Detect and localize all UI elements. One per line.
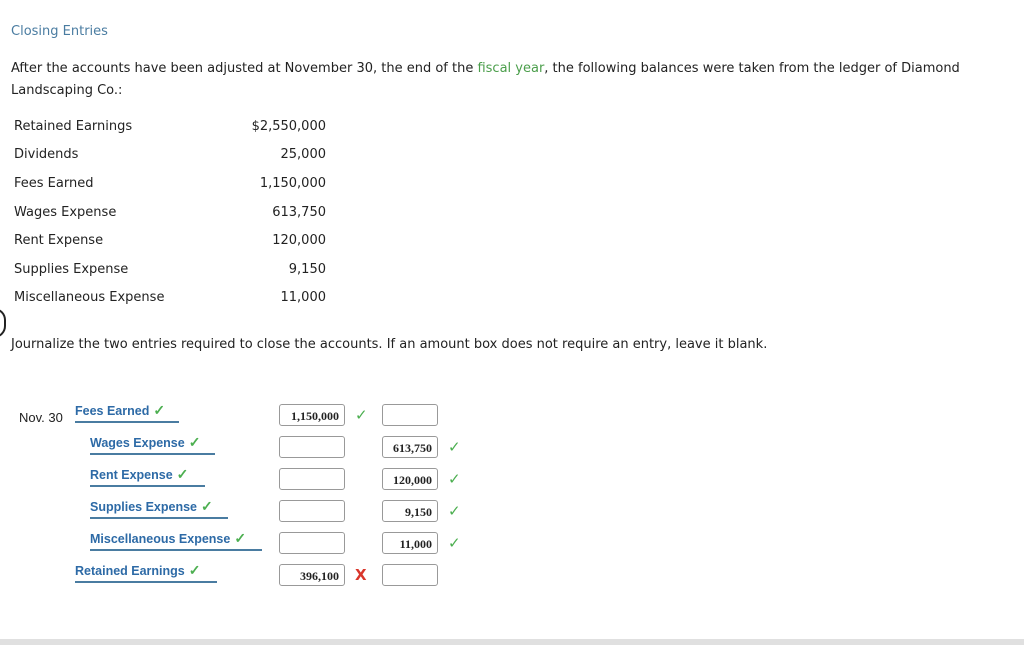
entry-date: Nov. 30 [19, 410, 63, 425]
credit-amount-input[interactable]: 11,000 [382, 532, 438, 554]
credit-amount-input[interactable]: 120,000 [382, 468, 438, 490]
account-label: Fees Earned [75, 404, 150, 418]
check-icon: ✓ [176, 466, 189, 482]
account-label: Wages Expense [90, 436, 185, 450]
left-edge-marker [0, 308, 6, 338]
credit-amount-input[interactable]: 613,750 [382, 436, 438, 458]
balance-row [14, 141, 326, 170]
problem-intro [11, 58, 971, 102]
balance-account: Dividends [14, 147, 79, 163]
balance-row [14, 198, 326, 227]
account-select-retained-earnings[interactable] [75, 562, 217, 583]
debit-amount-input[interactable]: 396,100 [279, 564, 345, 586]
account-select-miscellaneous-expense[interactable] [90, 530, 262, 551]
check-icon: ✓ [188, 434, 201, 450]
check-icon: ✓ [448, 438, 461, 456]
debit-amount-input[interactable] [279, 532, 345, 554]
balance-account: Rent Expense [14, 233, 104, 249]
balance-amount: 613,750 [272, 204, 326, 220]
journal-entry-form [0, 400, 600, 600]
credit-amount-input[interactable] [382, 404, 438, 426]
debit-amount-input[interactable] [279, 500, 345, 522]
ledger-balances [14, 112, 326, 312]
journal-row [0, 528, 600, 560]
balance-amount: 11,000 [280, 290, 326, 306]
balance-amount: 1,150,000 [259, 175, 326, 191]
account-select-supplies-expense[interactable] [90, 498, 228, 519]
account-select-fees-earned[interactable] [75, 402, 179, 423]
check-icon: ✓ [448, 502, 461, 520]
balance-row [14, 255, 326, 284]
check-icon: ✓ [355, 406, 368, 424]
check-icon: ✓ [448, 470, 461, 488]
journal-row [0, 432, 600, 464]
balance-row [14, 169, 326, 198]
balance-amount: 9,150 [288, 261, 326, 277]
instructions: Journalize the two entries required to close the accounts. If an amount box does not require an entry, leave it blank. [11, 337, 768, 352]
journal-row [0, 496, 600, 528]
credit-amount-input[interactable] [382, 564, 438, 586]
incorrect-x-icon: X [355, 566, 367, 584]
balance-row [14, 284, 326, 313]
balance-amount: 25,000 [280, 147, 326, 163]
credit-amount-input[interactable]: 9,150 [382, 500, 438, 522]
balance-account: Miscellaneous Expense [14, 290, 165, 306]
debit-amount-input[interactable] [279, 468, 345, 490]
journal-row [0, 560, 600, 592]
journal-row [0, 464, 600, 496]
balance-row [14, 112, 326, 141]
balance-account: Supplies Expense [14, 261, 129, 277]
account-label: Retained Earnings [75, 564, 185, 578]
fiscal-year-link[interactable]: fiscal year [477, 61, 545, 76]
account-select-rent-expense[interactable] [90, 466, 205, 487]
intro-text-after: , the following balances were taken from the ledger of Diamond Landscaping Co.: [11, 61, 960, 98]
account-label: Rent Expense [90, 468, 173, 482]
check-icon: ✓ [234, 530, 247, 546]
check-icon: ✓ [153, 402, 166, 418]
balance-amount: $2,550,000 [251, 118, 326, 134]
balance-amount: 120,000 [272, 233, 326, 249]
bottom-divider [0, 639, 1024, 645]
balance-account: Fees Earned [14, 175, 94, 191]
intro-text-before: After the accounts have been adjusted at November 30, the end of the [11, 61, 478, 76]
check-icon: ✓ [200, 498, 213, 514]
balance-account: Wages Expense [14, 204, 117, 220]
section-title: Closing Entries [11, 24, 108, 39]
account-label: Supplies Expense [90, 500, 197, 514]
balance-row [14, 226, 326, 255]
account-label: Miscellaneous Expense [90, 532, 231, 546]
account-select-wages-expense[interactable] [90, 434, 215, 455]
journal-row [0, 400, 600, 432]
check-icon: ✓ [188, 562, 201, 578]
debit-amount-input[interactable]: 1,150,000 [279, 404, 345, 426]
balance-account: Retained Earnings [14, 118, 133, 134]
debit-amount-input[interactable] [279, 436, 345, 458]
check-icon: ✓ [448, 534, 461, 552]
